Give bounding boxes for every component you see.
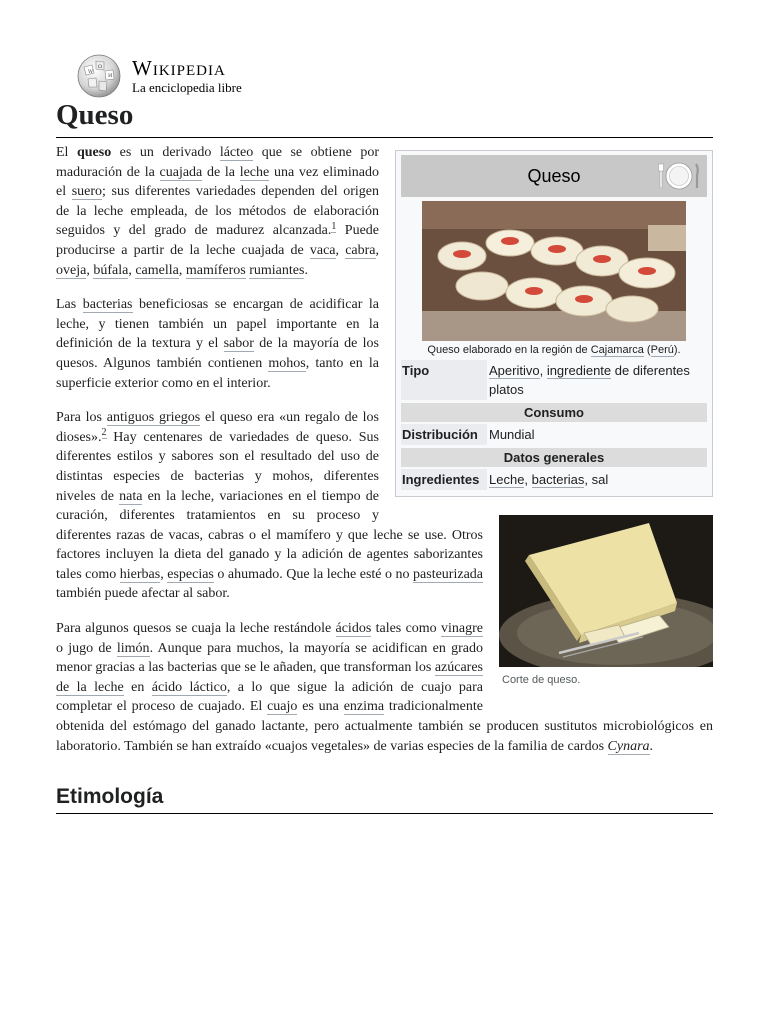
site-logo[interactable] — [74, 52, 242, 100]
text: , — [128, 262, 136, 278]
infobox-label-tipo: Tipo — [401, 360, 487, 400]
link-acidos[interactable]: ácidos — [335, 621, 372, 637]
link-bacterias[interactable]: bacterias — [531, 472, 585, 487]
plate-cutlery-icon — [657, 159, 701, 193]
link-antiguos-griegos[interactable]: antiguos griegos — [106, 410, 201, 426]
link-cajamarca[interactable]: Cajamarca — [590, 344, 644, 356]
caption-text: Queso elaborado en la región de — [427, 344, 591, 356]
reference-2[interactable]: 2 — [101, 427, 107, 439]
text: de la mayoría de los quesos. Algunos también contienen — [56, 336, 379, 371]
value-text: , sal — [584, 472, 609, 487]
bold-term: queso — [76, 145, 112, 160]
text: es una — [297, 699, 344, 715]
text: que se obtiene por maduración de la — [56, 145, 379, 180]
text: también puede afectar al sabor. — [56, 586, 230, 602]
reference-1[interactable]: 1 — [331, 220, 337, 232]
infobox-image-caption — [401, 342, 707, 358]
text: , — [375, 242, 380, 258]
text: en la leche, variaciones en el tiempo de curación, diferentes tratamientos en su proceso y diferentes razas de vacas, cabras o el mamífero y que leche se use. Otros factores incluyen la dieta del ganado y la adición de agentes saborizantes tales como — [56, 488, 483, 582]
link-aperitivo[interactable]: Aperitivo — [489, 363, 540, 378]
link-cynara[interactable]: Cynara — [607, 738, 650, 754]
text: es un derivado — [111, 145, 220, 160]
caption-text: ). — [673, 344, 681, 356]
link-lacteo[interactable]: lácteo — [219, 145, 254, 160]
infobox-label-distribucion: Distribución — [401, 424, 487, 445]
text: Para algunos quesos se cuaja la leche restándole — [56, 621, 336, 637]
svg-text:И: И — [108, 73, 113, 79]
text: Hay centenares de variedades de queso. Sus diferentes estilos y sabores son el resultado del uso de distintas especies de bacterias y mohos, diferentes niveles de — [56, 429, 379, 504]
thumbnail-cheese-cut — [499, 515, 713, 691]
link-rumiantes[interactable]: rumiantes — [249, 262, 305, 278]
text: o jugo de — [56, 640, 117, 656]
infobox-row-distribucion — [401, 424, 707, 445]
wordmark-title: Wikipedia — [132, 56, 226, 80]
text: Puede producirse a partir de la leche cuajada de — [56, 223, 379, 258]
text: ; sus diferentes variedades dependen del origen de la leche empleada, de los métodos de elaboración seguidos y del grado de madurez alcanzada. — [56, 184, 379, 239]
text: beneficiosas se encargan de acidificar la leche, y tienen también un papel importante en la definición de la textura y el — [56, 297, 379, 352]
link-sabor[interactable]: sabor — [223, 336, 254, 352]
value-text: de diferentes platos — [489, 363, 690, 397]
link-vinagre[interactable]: vinagre — [441, 621, 483, 637]
link-peru[interactable]: Perú — [650, 344, 674, 356]
text: . Aunque para muchos, la mayoría se acidifican en grado menor gracias a las bacterias que se le añaden, que transforman los — [56, 640, 483, 676]
infobox-row-ingredientes — [401, 469, 707, 490]
link-suero[interactable]: suero — [71, 184, 103, 200]
svg-text:Ω: Ω — [98, 64, 103, 70]
thumbnail-caption: Corte de queso. — [502, 674, 581, 686]
text: de la — [202, 164, 240, 180]
link-cabra[interactable]: cabra — [345, 242, 376, 258]
link-hierbas[interactable]: hierbas — [119, 566, 161, 582]
infobox-label-ingredientes: Ingredientes — [401, 469, 487, 490]
link-leche[interactable]: Leche — [489, 472, 525, 487]
wikipedia-globe-icon — [74, 53, 124, 99]
link-acido-lactico[interactable]: ácido láctico — [151, 679, 227, 695]
infobox-header-datos: Datos generales — [401, 448, 707, 467]
link-nata[interactable]: nata — [119, 488, 143, 504]
text: una vez eliminado el — [56, 164, 379, 200]
link-leche[interactable]: leche — [239, 164, 270, 180]
link-limon[interactable]: limón — [116, 640, 150, 656]
link-oveja[interactable]: oveja — [56, 262, 87, 278]
text: Las — [56, 297, 83, 313]
link-mamiferos[interactable]: mamíferos — [185, 262, 246, 278]
infobox-value-tipo — [487, 360, 707, 400]
text: tales como — [371, 621, 442, 637]
infobox-value-ingredientes — [487, 469, 707, 490]
text: , — [86, 262, 94, 278]
page-title: Queso — [56, 96, 713, 138]
link-bufala[interactable]: búfala — [93, 262, 129, 278]
text: , — [160, 566, 168, 582]
text: en — [123, 679, 152, 695]
text: , — [335, 242, 346, 258]
link-vaca[interactable]: vaca — [309, 242, 336, 258]
link-mohos[interactable]: mohos — [268, 355, 306, 371]
value-text: , — [539, 363, 547, 378]
link-especias[interactable]: especias — [167, 566, 214, 582]
infobox-value-distribucion: Mundial — [489, 427, 535, 442]
wordmark — [132, 58, 242, 94]
cheese-cut-image[interactable] — [499, 515, 713, 667]
value-text: , — [524, 472, 532, 487]
cheese-market-image[interactable] — [422, 201, 686, 341]
link-azucares-de-la-leche[interactable]: azúcares de la leche — [56, 660, 483, 695]
caption-text: ( — [643, 344, 651, 356]
section-heading-etimologia: Etimología — [56, 771, 713, 814]
infobox-row-tipo — [401, 360, 707, 400]
link-enzima[interactable]: enzima — [343, 699, 385, 715]
link-cuajada[interactable]: cuajada — [159, 164, 203, 180]
text: tradicionalmente obtenida del estómago del ganado lactante, pero actualmente también se producen sustitutos microbiológicos en laboratorio. También se han extraído «cuajos vegetales» de varias especies de la familia de cardos — [56, 699, 713, 754]
wordmark-tagline: La enciclopedia libre — [132, 80, 242, 95]
text: Para los — [56, 410, 107, 426]
text: . — [304, 262, 308, 278]
text: , tanto en la superficie exterior como en el interior. — [56, 355, 380, 391]
infobox-title: Queso — [527, 166, 581, 186]
text: el queso era «un regalo de los dioses». — [56, 410, 380, 445]
link-camella[interactable]: camella — [135, 262, 179, 278]
text: El — [56, 145, 77, 160]
text: , — [178, 262, 186, 278]
link-ingrediente[interactable]: ingrediente — [546, 363, 612, 378]
text: , a lo que sigue la adición de cuajo para completar el proceso de cuajado. El — [56, 679, 483, 715]
link-bacterias[interactable]: bacterias — [82, 297, 133, 313]
svg-text:W: W — [88, 69, 94, 75]
infobox-title-bar — [401, 155, 707, 197]
link-cuajo[interactable]: cuajo — [267, 699, 298, 715]
link-pasteurizada[interactable]: pasteurizada — [413, 566, 483, 582]
text: o ahumado. Que la leche esté o no — [213, 566, 414, 582]
infobox-header-consumo: Consumo — [401, 403, 707, 422]
text: . — [649, 738, 654, 754]
infobox — [395, 150, 713, 497]
article-body — [56, 143, 713, 814]
